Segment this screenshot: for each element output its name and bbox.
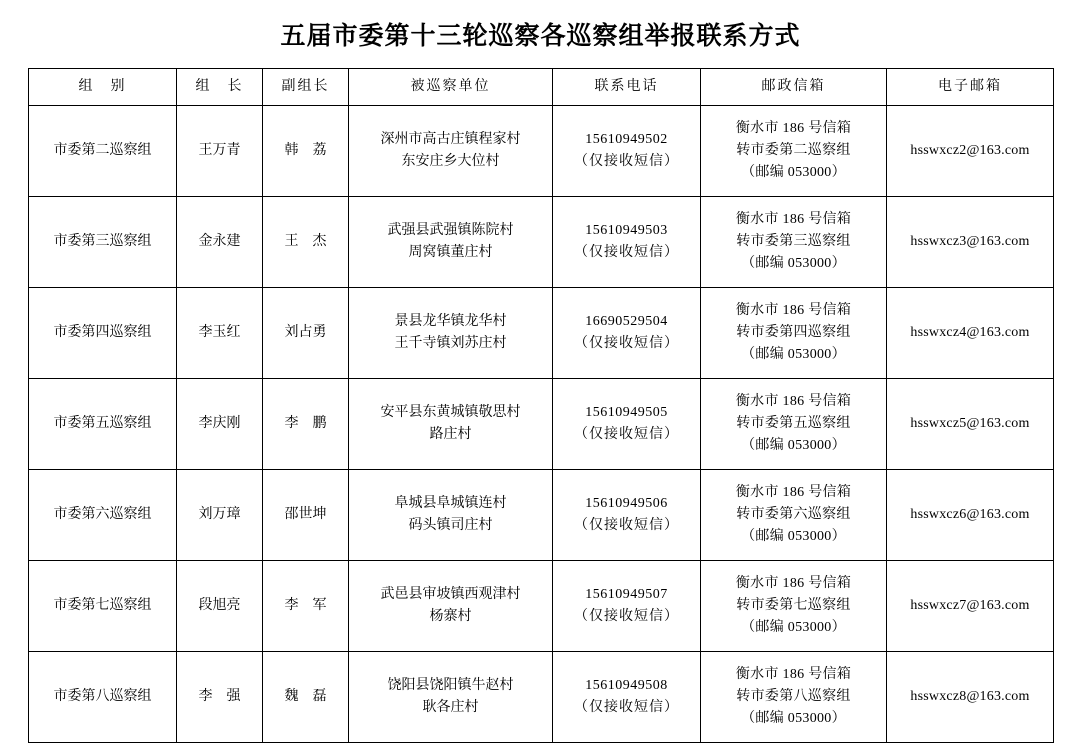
cell-deputy: 李 军: [263, 561, 349, 652]
mailbox-line-1: 衡水市 186 号信箱: [735, 485, 852, 501]
cell-deputy: 韩 荔: [263, 106, 349, 197]
column-header-group: 组 别: [29, 69, 177, 106]
contact-table: [28, 68, 1054, 743]
cell-mailbox: [701, 470, 887, 561]
phone-note: （仅接收短信）: [574, 518, 679, 533]
mailbox-line-1: 衡水市 186 号信箱: [735, 303, 852, 319]
phone-note: （仅接收短信）: [574, 245, 679, 260]
mailbox-line-3: （邮编 053000）: [741, 255, 846, 271]
mailbox-line-1: 衡水市 186 号信箱: [735, 212, 852, 228]
column-header-phone: 联系电话: [553, 69, 701, 106]
column-header-unit: 被巡察单位: [349, 69, 553, 106]
table-header: [29, 69, 1054, 106]
table-row: [29, 379, 1054, 470]
cell-phone: [553, 197, 701, 288]
phone-number: 15610949507: [585, 587, 668, 603]
cell-email: hsswxcz4@163.com: [887, 288, 1054, 379]
table-body: [29, 106, 1054, 743]
mailbox-line-3: （邮编 053000）: [741, 710, 846, 726]
unit-line-2: 杨寨村: [429, 609, 472, 624]
cell-mailbox: [701, 379, 887, 470]
mailbox-line-2: 转市委第四巡察组: [736, 325, 851, 341]
cell-leader: 王万青: [177, 106, 263, 197]
cell-unit: [349, 197, 553, 288]
cell-deputy: 王 杰: [263, 197, 349, 288]
cell-email: hsswxcz2@163.com: [887, 106, 1054, 197]
cell-group: 市委第三巡察组: [29, 197, 177, 288]
mailbox-line-1: 衡水市 186 号信箱: [735, 394, 852, 410]
unit-line-2: 路庄村: [429, 427, 472, 442]
phone-number: 16690529504: [585, 314, 668, 330]
table-row: [29, 470, 1054, 561]
unit-line-1: 武强县武强镇陈院村: [387, 223, 514, 239]
cell-phone: [553, 652, 701, 743]
mailbox-line-3: （邮编 053000）: [741, 437, 846, 453]
table-row: [29, 561, 1054, 652]
cell-email: hsswxcz8@163.com: [887, 652, 1054, 743]
unit-line-1: 饶阳县饶阳镇牛赵村: [387, 678, 514, 694]
cell-unit: [349, 379, 553, 470]
cell-phone: [553, 379, 701, 470]
column-header-leader: 组 长: [177, 69, 263, 106]
cell-email: hsswxcz3@163.com: [887, 197, 1054, 288]
unit-line-1: 安平县东黄城镇敬思村: [380, 405, 521, 421]
mailbox-line-2: 转市委第二巡察组: [736, 143, 851, 159]
phone-number: 15610949505: [585, 405, 668, 421]
table-container: [0, 68, 1081, 743]
unit-line-1: 阜城县阜城镇连村: [394, 496, 507, 512]
cell-group: 市委第八巡察组: [29, 652, 177, 743]
cell-deputy: 刘占勇: [263, 288, 349, 379]
cell-mailbox: [701, 561, 887, 652]
mailbox-line-3: （邮编 053000）: [741, 346, 846, 362]
phone-note: （仅接收短信）: [574, 427, 679, 442]
phone-note: （仅接收短信）: [574, 336, 679, 351]
cell-leader: 李玉红: [177, 288, 263, 379]
cell-group: 市委第六巡察组: [29, 470, 177, 561]
cell-leader: 金永建: [177, 197, 263, 288]
unit-line-1: 景县龙华镇龙华村: [394, 314, 507, 330]
cell-leader: 段旭亮: [177, 561, 263, 652]
cell-phone: [553, 470, 701, 561]
phone-note: （仅接收短信）: [574, 609, 679, 624]
mailbox-line-2: 转市委第六巡察组: [736, 507, 851, 523]
cell-phone: [553, 106, 701, 197]
phone-number: 15610949502: [585, 132, 668, 148]
mailbox-line-2: 转市委第八巡察组: [736, 689, 851, 705]
table-header-row: [29, 69, 1054, 106]
page-title: 五届市委第十三轮巡察各巡察组举报联系方式: [280, 22, 801, 50]
mailbox-line-1: 衡水市 186 号信箱: [735, 576, 852, 592]
phone-number: 15610949506: [585, 496, 668, 512]
unit-line-2: 王千寺镇刘苏庄村: [394, 336, 507, 351]
table-row: [29, 106, 1054, 197]
column-header-mailbox: 邮政信箱: [701, 69, 887, 106]
cell-group: 市委第四巡察组: [29, 288, 177, 379]
unit-line-2: 周窝镇董庄村: [408, 245, 493, 260]
cell-unit: [349, 652, 553, 743]
cell-email: hsswxcz5@163.com: [887, 379, 1054, 470]
cell-email: hsswxcz7@163.com: [887, 561, 1054, 652]
cell-leader: 李庆刚: [177, 379, 263, 470]
cell-mailbox: [701, 106, 887, 197]
cell-mailbox: [701, 652, 887, 743]
unit-line-2: 码头镇司庄村: [408, 518, 493, 533]
mailbox-line-2: 转市委第七巡察组: [736, 598, 851, 614]
phone-note: （仅接收短信）: [574, 700, 679, 715]
mailbox-line-3: （邮编 053000）: [741, 619, 846, 635]
cell-email: hsswxcz6@163.com: [887, 470, 1054, 561]
unit-line-1: 深州市高古庄镇程家村: [380, 132, 521, 148]
cell-deputy: 邵世坤: [263, 470, 349, 561]
unit-line-2: 东安庄乡大位村: [401, 154, 500, 169]
cell-group: 市委第五巡察组: [29, 379, 177, 470]
cell-unit: [349, 106, 553, 197]
column-header-deputy: 副组长: [263, 69, 349, 106]
cell-deputy: 魏 磊: [263, 652, 349, 743]
cell-mailbox: [701, 288, 887, 379]
cell-mailbox: [701, 197, 887, 288]
cell-phone: [553, 288, 701, 379]
cell-unit: [349, 288, 553, 379]
unit-line-1: 武邑县审坡镇西观津村: [380, 587, 521, 603]
mailbox-line-2: 转市委第三巡察组: [736, 234, 851, 250]
mailbox-line-1: 衡水市 186 号信箱: [735, 667, 852, 683]
cell-unit: [349, 470, 553, 561]
mailbox-line-3: （邮编 053000）: [741, 528, 846, 544]
cell-group: 市委第七巡察组: [29, 561, 177, 652]
phone-number: 15610949503: [585, 223, 668, 239]
phone-number: 15610949508: [585, 678, 668, 694]
mailbox-line-1: 衡水市 186 号信箱: [735, 121, 852, 137]
cell-phone: [553, 561, 701, 652]
mailbox-line-2: 转市委第五巡察组: [736, 416, 851, 432]
mailbox-line-3: （邮编 053000）: [741, 164, 846, 180]
phone-note: （仅接收短信）: [574, 154, 679, 169]
table-row: [29, 652, 1054, 743]
cell-leader: 刘万璋: [177, 470, 263, 561]
cell-group: 市委第二巡察组: [29, 106, 177, 197]
cell-unit: [349, 561, 553, 652]
table-row: [29, 288, 1054, 379]
cell-leader: 李 强: [177, 652, 263, 743]
table-row: [29, 197, 1054, 288]
column-header-email: 电子邮箱: [887, 69, 1054, 106]
cell-deputy: 李 鹏: [263, 379, 349, 470]
unit-line-2: 耿各庄村: [422, 700, 479, 715]
